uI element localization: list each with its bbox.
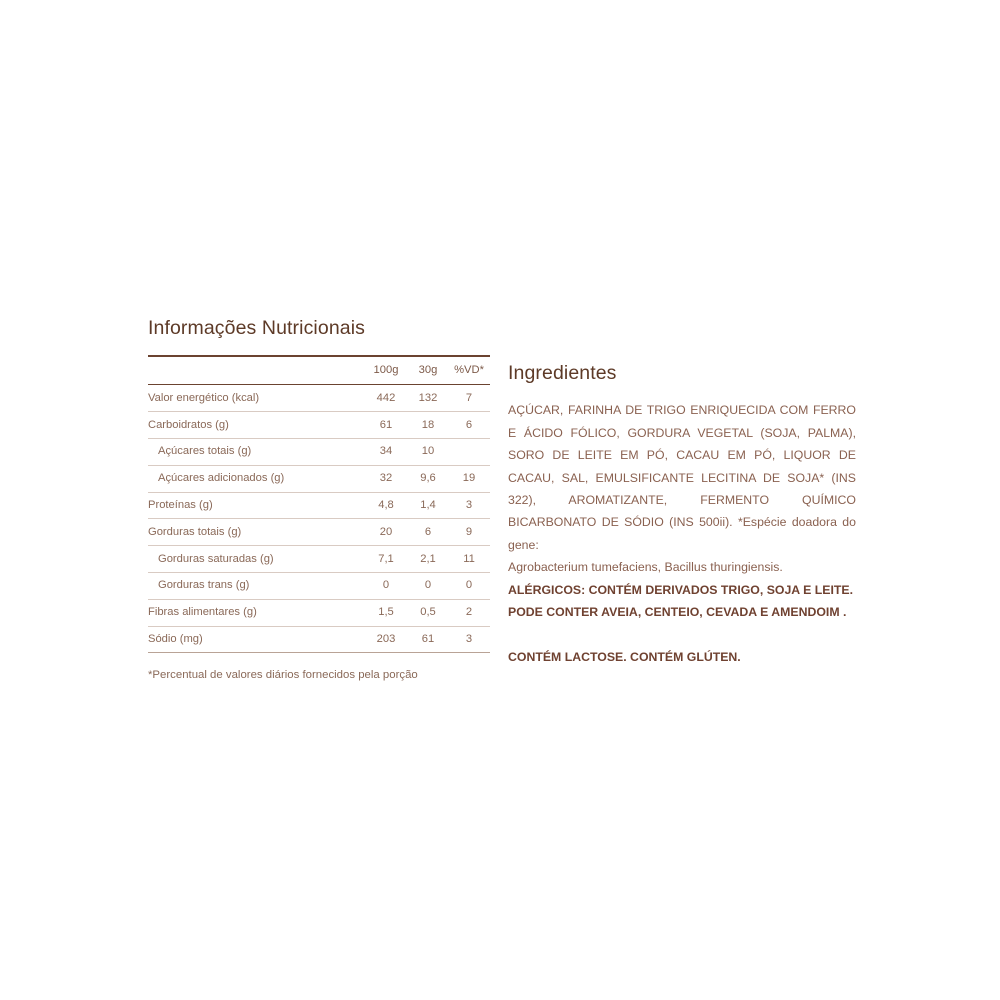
nutrition-facts-table	[148, 355, 490, 653]
column-header-100g: 100g	[364, 356, 408, 385]
nutrient-name: Fibras alimentares (g)	[148, 599, 364, 626]
nutrient-value-30g: 6	[408, 519, 448, 546]
nutrient-value-30g: 10	[408, 439, 448, 466]
ingredients-species-text: Agrobacterium tumefaciens, Bacillus thuringiensis.	[508, 560, 783, 575]
nutrient-value-30g: 2,1	[408, 546, 448, 573]
column-header-30g: 30g	[408, 356, 448, 385]
nutrient-value-100g: 7,1	[364, 546, 408, 573]
nutrient-value-vd: 19	[448, 465, 490, 492]
nutrition-table-header	[148, 356, 490, 385]
nutrient-value-vd: 0	[448, 573, 490, 600]
table-row	[148, 599, 490, 626]
nutrient-value-vd: 3	[448, 492, 490, 519]
contains-statement: CONTÉM LACTOSE. CONTÉM GLÚTEN.	[508, 649, 741, 664]
nutrient-value-100g: 0	[364, 573, 408, 600]
allergen-warning-line-1: ALÉRGICOS: CONTÉM DERIVADOS TRIGO, SOJA E LEITE.	[508, 582, 854, 597]
nutrient-value-vd: 9	[448, 519, 490, 546]
table-row	[148, 626, 490, 653]
nutrient-value-30g: 1,4	[408, 492, 448, 519]
nutrient-name: Gorduras totais (g)	[148, 519, 364, 546]
nutrient-value-vd: 2	[448, 599, 490, 626]
nutrient-value-30g: 0,5	[408, 599, 448, 626]
nutrient-value-30g: 18	[408, 412, 448, 439]
nutrient-name: Gorduras trans (g)	[148, 573, 364, 600]
nutrient-value-vd: 7	[448, 385, 490, 412]
nutrient-value-30g: 9,6	[408, 465, 448, 492]
nutrient-value-vd: 6	[448, 412, 490, 439]
nutrient-value-30g: 61	[408, 626, 448, 653]
ingredients-list-text: AÇÚCAR, FARINHA DE TRIGO ENRIQUECIDA COM FERRO E ÁCIDO FÓLICO, GORDURA VEGETAL (SOJA, PALMA), SORO DE LEITE EM PÓ, CACAU EM PÓ, LIQUOR DE CACAU, SAL, EMULSIFICANTE LECITINA DE SOJA* (INS 322), AROMATIZANTE, FERMENTO QUÍMICO BICARBONATO DE SÓDIO (INS 500ii). *Espécie doadora do gene:	[508, 403, 856, 552]
nutrient-value-100g: 4,8	[364, 492, 408, 519]
nutrient-value-vd	[448, 439, 490, 466]
nutrition-panel-title: Informações Nutricionais	[148, 317, 365, 339]
nutrient-value-100g: 442	[364, 385, 408, 412]
nutrition-footnote: *Percentual de valores diários fornecidos pela porção	[148, 669, 418, 682]
nutrient-value-100g: 34	[364, 439, 408, 466]
table-row	[148, 465, 490, 492]
table-header-row	[148, 356, 490, 385]
nutrient-value-100g: 61	[364, 412, 408, 439]
allergen-warning-line-2: PODE CONTER AVEIA, CENTEIO, CEVADA E AMENDOIM .	[508, 605, 847, 620]
table-row	[148, 439, 490, 466]
table-row	[148, 519, 490, 546]
ingredients-panel-title: Ingredientes	[508, 362, 617, 384]
nutrient-value-30g: 132	[408, 385, 448, 412]
nutrition-information-panel	[148, 318, 490, 683]
nutrient-name: Valor energético (kcal)	[148, 385, 364, 412]
nutrient-name: Açúcares totais (g)	[148, 439, 364, 466]
nutrient-value-vd: 11	[448, 546, 490, 573]
table-row	[148, 573, 490, 600]
table-row	[148, 385, 490, 412]
nutrient-value-vd: 3	[448, 626, 490, 653]
nutrient-name: Carboidratos (g)	[148, 412, 364, 439]
nutrient-name: Proteínas (g)	[148, 492, 364, 519]
nutrient-value-30g: 0	[408, 573, 448, 600]
nutrient-name: Sódio (mg)	[148, 626, 364, 653]
table-row	[148, 492, 490, 519]
column-header-vd: %VD*	[448, 356, 490, 385]
nutrient-value-100g: 203	[364, 626, 408, 653]
column-header-nutrient	[148, 356, 364, 385]
nutrient-name: Gorduras saturadas (g)	[148, 546, 364, 573]
nutrient-name: Açúcares adicionados (g)	[148, 465, 364, 492]
nutrition-table-body	[148, 385, 490, 653]
table-row	[148, 546, 490, 573]
nutrient-value-100g: 1,5	[364, 599, 408, 626]
ingredients-panel	[508, 363, 856, 668]
nutrient-value-100g: 20	[364, 519, 408, 546]
table-row	[148, 412, 490, 439]
nutrient-value-100g: 32	[364, 465, 408, 492]
